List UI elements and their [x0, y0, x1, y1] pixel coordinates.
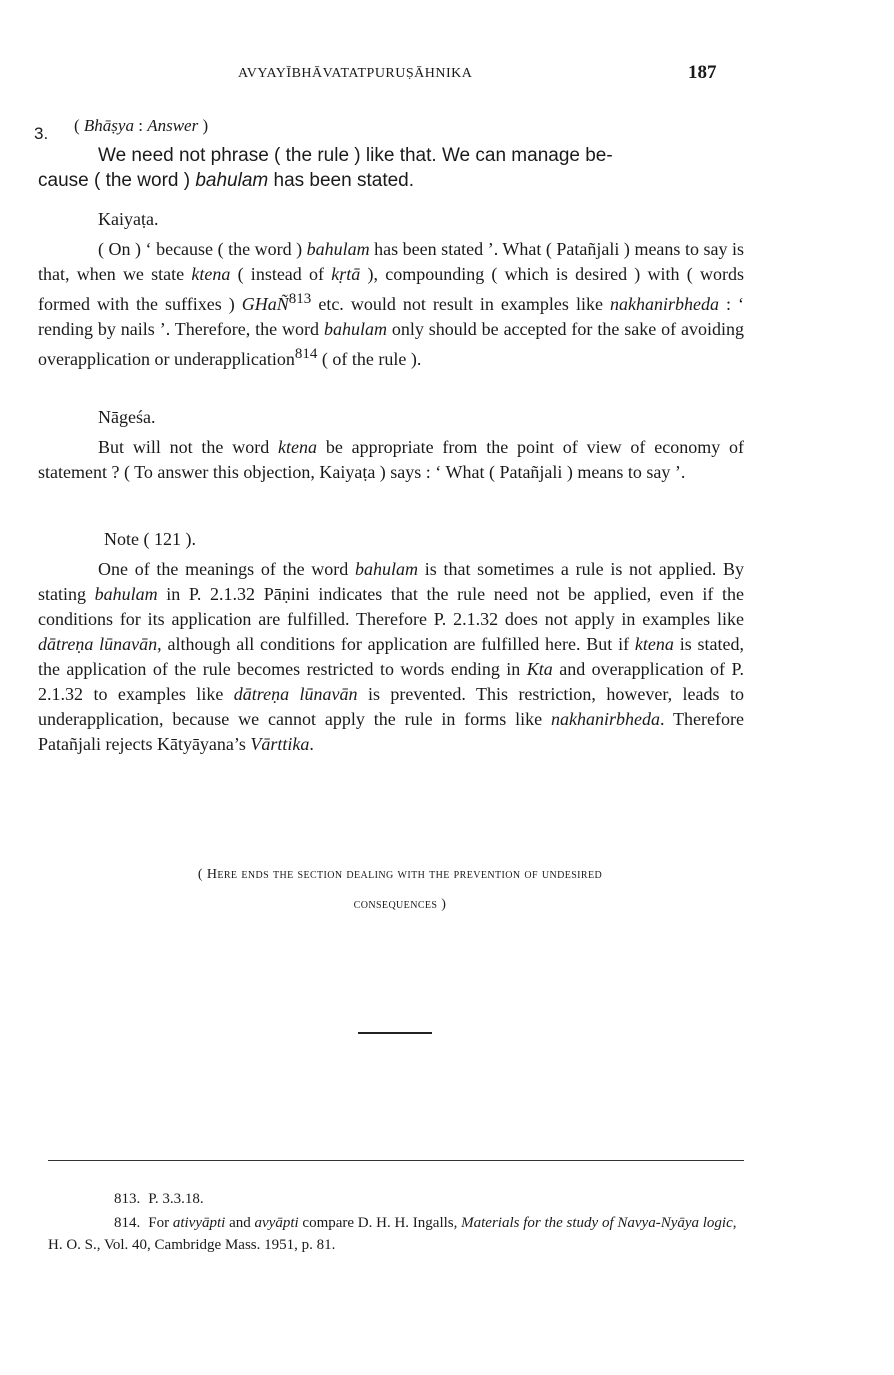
- item-type: Answer: [147, 116, 199, 135]
- nagesa-text-a: But will not the word: [98, 437, 279, 457]
- page-number: 187: [688, 62, 717, 83]
- nagesa-term: ktena: [278, 437, 318, 457]
- footnote-ref-813[interactable]: 813: [288, 291, 312, 307]
- section-divider: [358, 1032, 432, 1034]
- kaiyata-text-d: ), compounding ( which is desired ) with ( words formed with the suffixes ): [38, 264, 744, 314]
- answer-line2-a: cause ( the word ): [38, 170, 196, 191]
- note-text-d: , although all conditions for application are fulfilled here. But if: [157, 634, 635, 654]
- footnote-ref-814[interactable]: 814: [294, 346, 318, 362]
- note-term: dātreṇa lūnavān: [233, 684, 358, 704]
- answer-term: bahulam: [195, 170, 269, 191]
- section-end-line1: ( Here ends the section dealing with the prevention of undesired: [197, 867, 603, 882]
- kaiyata-text-b: has been stated ’. What ( Patañjali ) means to say is that, when we state: [38, 239, 744, 284]
- note-term: bahulam: [355, 559, 419, 579]
- item-number: 3.: [34, 124, 49, 143]
- item-reference: ( Bhāṣya : Answer ): [74, 116, 209, 135]
- footnote-text: compare D. H. H. Ingalls,: [298, 1215, 462, 1231]
- footnote-term: avyāpti: [254, 1215, 299, 1231]
- footnote-book-title: Materials for the study of Navya-Nyāya logic: [461, 1215, 733, 1231]
- nagesa-paragraph: [38, 435, 744, 485]
- answer-paragraph: [38, 143, 744, 193]
- note-text-e: is stated, the application of the rule becomes restricted to words ending in: [38, 634, 744, 679]
- note-text-g: is prevented. This restriction, however, leads to underapplication, because we cannot apply the rule in forms like: [38, 684, 744, 729]
- footnote-text: , H. O. S., Vol. 40, Cambridge Mass. 1951, p. 81.: [48, 1215, 737, 1253]
- kaiyata-text-f: : ‘ rending by nails ’. Therefore, the word: [38, 294, 745, 339]
- footnote-814: [48, 1212, 748, 1256]
- nagesa-heading: Nāgeśa.: [98, 407, 156, 427]
- item-source: Bhāṣya: [83, 116, 134, 135]
- section-end-line2: consequences ): [353, 897, 447, 912]
- footnote-text: P. 3.3.18.: [148, 1191, 204, 1207]
- note-heading: Note ( 121 ).: [104, 529, 196, 549]
- kaiyata-text-e: etc. would not result in examples like: [311, 294, 610, 314]
- kaiyata-term: nakhanirbheda: [609, 294, 719, 314]
- kaiyata-term: kṛtā: [331, 264, 361, 284]
- footnote-term: ativyāpti: [172, 1215, 226, 1231]
- note-text-a: One of the meanings of the word: [98, 559, 356, 579]
- note-text-b: is that sometimes a rule is not applied. By stating: [38, 559, 744, 604]
- note-text-c: in P. 2.1.32 Pāṇini indicates that the rule need not be applied, even if the conditions for its application are fulfilled. Therefore P. 2.1.32 does not apply in examples like: [38, 584, 745, 629]
- note-term: ktena: [634, 634, 674, 654]
- kaiyata-term: ktena: [191, 264, 231, 284]
- note-term: Kta: [526, 659, 553, 679]
- note-paragraph: [38, 557, 744, 757]
- note-text-i: .: [309, 734, 314, 754]
- footnote-number: 813.: [114, 1191, 141, 1207]
- answer-line2-b: has been stated.: [268, 170, 415, 191]
- kaiyata-text-g: only should be accepted for the sake of avoiding overapplication or underapplication: [38, 319, 745, 369]
- footnote-813: [48, 1188, 748, 1210]
- kaiyata-text-c: ( instead of: [230, 264, 332, 284]
- kaiyata-term: bahulam: [306, 239, 370, 259]
- answer-line1: We need not phrase ( the rule ) like that. We can manage be-: [98, 145, 613, 166]
- footnote-text: and: [225, 1215, 255, 1231]
- kaiyata-heading: Kaiyaṭa.: [98, 209, 159, 229]
- note-text-h: . Therefore Patañjali rejects Kātyāyana’s: [38, 709, 744, 754]
- note-text-f: and overapplication of P. 2.1.32 to examples like: [38, 659, 744, 704]
- kaiyata-text-a: ( On ) ‘ because ( the word ): [98, 239, 307, 259]
- section-end-notice: [60, 860, 740, 920]
- kaiyata-text-h: ( of the rule ).: [317, 349, 422, 369]
- note-term: bahulam: [94, 584, 158, 604]
- kaiyata-term: bahulam: [323, 319, 387, 339]
- note-term: dātreṇa lūnavān: [38, 634, 158, 654]
- kaiyata-paragraph: [38, 237, 744, 372]
- note-term: nakhanirbheda: [551, 709, 660, 729]
- running-head: AVYAYĪBHĀVATATPURUṢĀHNIKA: [238, 66, 473, 81]
- nagesa-text-b: be appropriate from the point of view of economy of statement ? ( To answer this objection, Kaiyaṭa ) says : ‘ What ( Patañjali ) means to say ’.: [38, 437, 744, 482]
- footnote-number: 814.: [114, 1215, 141, 1231]
- footnote-divider: [48, 1160, 744, 1161]
- footnote-text: For: [148, 1215, 173, 1231]
- kaiyata-term: GHaÑ: [241, 294, 289, 314]
- note-term: Vārttika: [250, 734, 310, 754]
